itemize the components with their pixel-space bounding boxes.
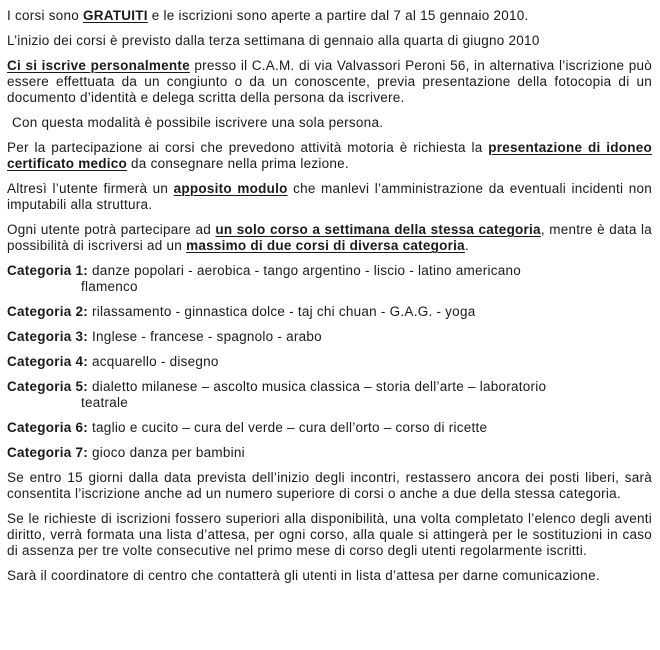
category-items: dialetto milanese – ascolto musica classica – storia dell’arte – laboratorio: [92, 379, 547, 394]
category-items-continued: flamenco: [81, 279, 138, 294]
category-label: Categoria 4:: [7, 354, 89, 369]
text-run: che manlevi l’amministrazione da eventuali incidenti non imputabili alla struttura.: [7, 181, 652, 212]
paragraph-medical-certificate: [7, 140, 652, 172]
category-row-7: [7, 445, 652, 461]
category-label: Categoria 2:: [7, 304, 89, 319]
text-run: Per la partecipazione ai corsi che prevedono attività motoria è richiesta la: [7, 140, 489, 155]
paragraph-registration: [7, 58, 652, 106]
emphasis-un-solo-corso: un solo corso a settimana della stessa categoria: [215, 222, 541, 237]
category-row-2: [7, 304, 652, 320]
text-run: Con questa modalità è possibile iscrivere una sola persona.: [12, 115, 384, 130]
category-label: Categoria 1:: [7, 263, 89, 278]
paragraph-one-person: [7, 115, 652, 131]
category-row-5: [7, 379, 652, 411]
paragraph-waiting-list: [7, 511, 652, 559]
text-run: Ogni utente potrà partecipare ad: [7, 222, 216, 237]
document: [7, 8, 652, 584]
text-run: L’inizio dei corsi è previsto dalla terza settimana di gennaio alla quarta di giugno 2010: [7, 33, 540, 48]
category-row-4: [7, 354, 652, 370]
category-row-6: [7, 420, 652, 436]
text-run: e le iscrizioni sono aperte a partire dal 7 al 15 gennaio 2010.: [147, 8, 529, 23]
text-run: presso il C.A.M. di via Valvassori Peroni 56, in alternativa l’iscrizione può essere effettuata da un congiunto o da un conoscente, previa presentazione della fotocopia di un documento d’identità e delega scritta della persona da iscrivere.: [7, 58, 652, 105]
category-row-1: [7, 263, 652, 295]
category-items: rilassamento - ginnastica dolce - taj chi chuan - G.A.G. - yoga: [92, 304, 476, 319]
emphasis-due-corsi: massimo di due corsi di diversa categoria: [186, 238, 465, 253]
paragraph-coordinator-contact: [7, 568, 652, 584]
paragraph-free-courses: [7, 8, 652, 24]
category-label: Categoria 7:: [7, 445, 89, 460]
category-items: taglio e cucito – cura del verde – cura dell’orto – corso di ricette: [92, 420, 488, 435]
emphasis-gratuiti: GRATUITI: [83, 8, 148, 23]
paragraph-course-period: [7, 33, 652, 49]
paragraph-course-limits: [7, 222, 652, 254]
text-run: da consegnare nella prima lezione.: [127, 156, 349, 171]
paragraph-waiver-form: [7, 181, 652, 213]
text-run: Se le richieste di iscrizioni fossero superiori alla disponibilità, una volta completato l’elenco degli aventi diritto, verrà formata una lista d’attesa, per ogni corso, alla quale si attingerà per le sostituzioni in caso di assenza per tre volte consecutive nel primo mese di corso degli utenti regolarmente iscritti.: [7, 511, 652, 558]
category-items: gioco danza per bambini: [92, 445, 245, 460]
category-items: Inglese - francese - spagnolo - arabo: [92, 329, 322, 344]
text-run: , mentre è data la possibilità di iscriversi ad un: [7, 222, 652, 253]
category-label: Categoria 5:: [7, 379, 89, 394]
text-run: Altresì l’utente firmerà un: [7, 181, 174, 196]
category-label: Categoria 3:: [7, 329, 89, 344]
text-run: .: [464, 238, 469, 253]
category-row-3: [7, 329, 652, 345]
paragraph-remaining-places: [7, 470, 652, 502]
category-label: Categoria 6:: [7, 420, 89, 435]
emphasis-iscrive-personalmente: Ci si iscrive personalmente: [7, 58, 190, 73]
category-items-continued: teatrale: [81, 395, 129, 410]
category-items: danze popolari - aerobica - tango argentino - liscio - latino americano: [92, 263, 522, 278]
text-run: Sarà il coordinatore di centro che contatterà gli utenti in lista d’attesa per darne comunicazione.: [7, 568, 600, 583]
emphasis-apposito-modulo: apposito modulo: [173, 181, 288, 196]
category-items: acquarello - disegno: [92, 354, 219, 369]
emphasis-certificato-medico: presentazione di idoneo certificato medico: [7, 140, 652, 171]
text-run: Se entro 15 giorni dalla data prevista dell’inizio degli incontri, restassero ancora dei posti liberi, sarà consentita l’iscrizione anche ad un numero superiore di corsi o anche a due della stessa categoria.: [7, 470, 652, 501]
text-run: I corsi sono: [7, 8, 84, 23]
